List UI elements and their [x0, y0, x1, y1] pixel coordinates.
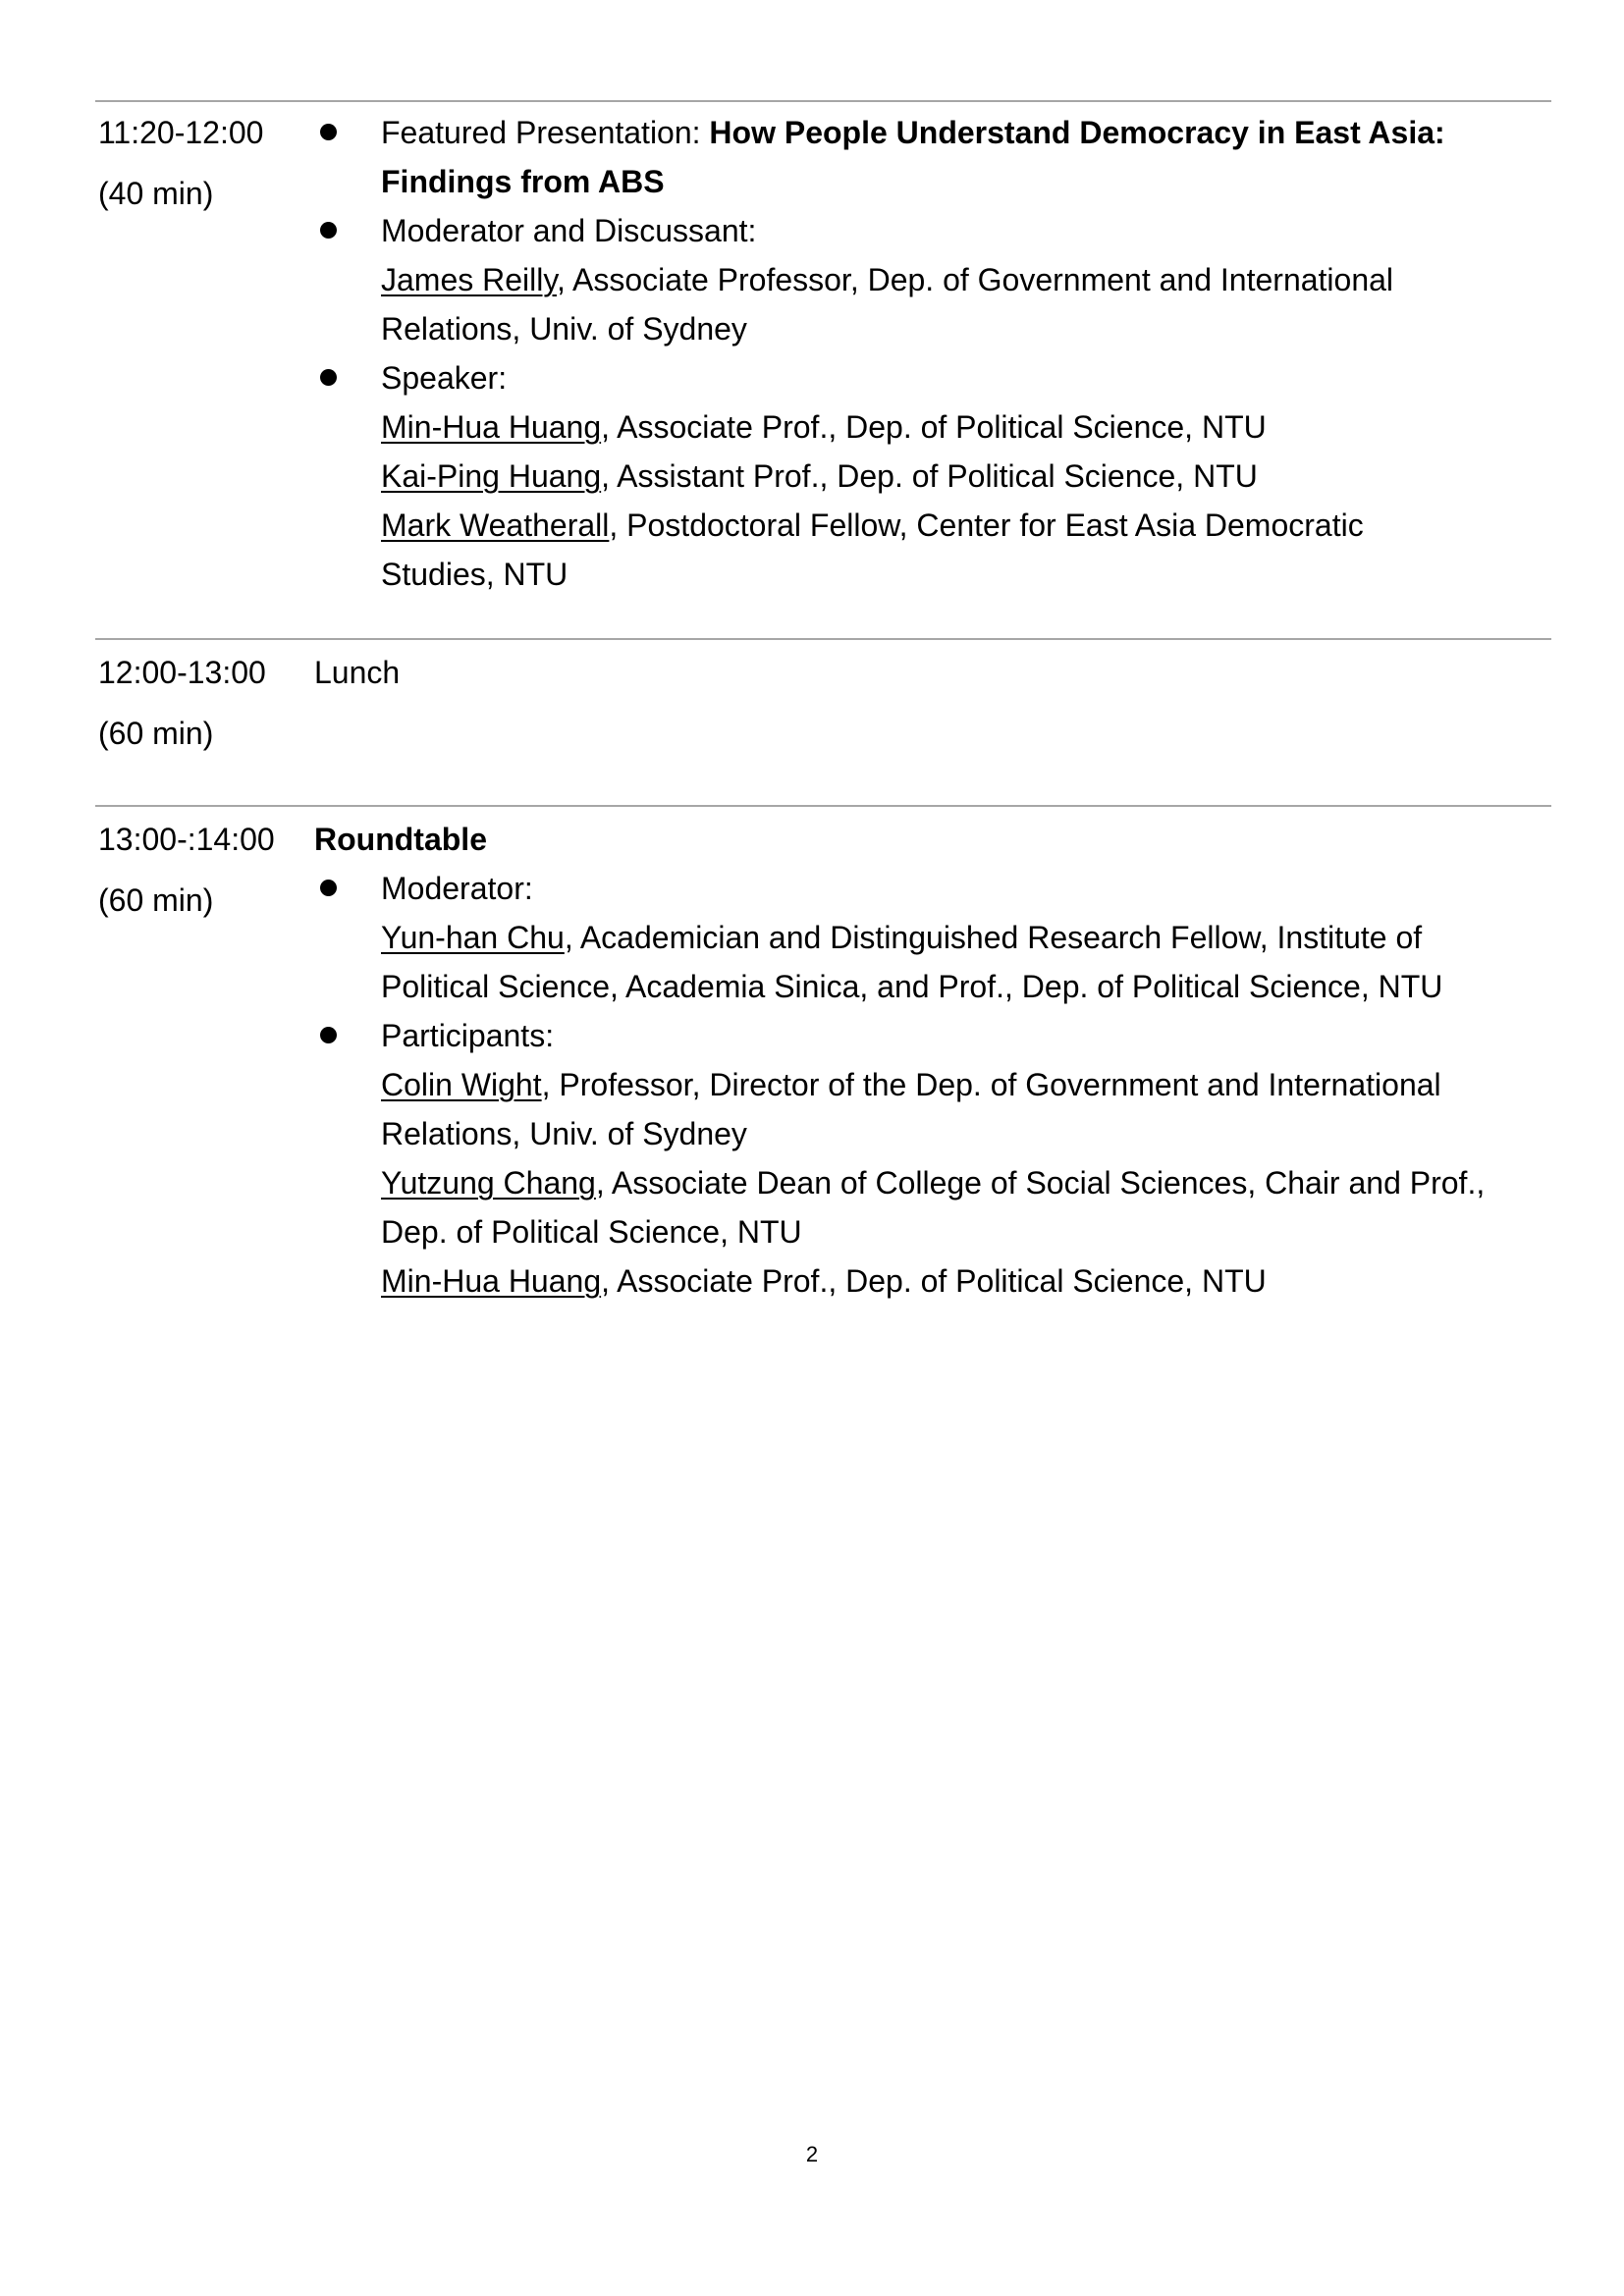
person-name: Min-Hua Huang	[381, 1263, 602, 1299]
bullet-item	[314, 864, 1553, 1011]
person-entry	[381, 255, 1553, 304]
page-number: 2	[805, 2142, 819, 2166]
bullet-icon	[320, 880, 337, 896]
bullet-item	[314, 206, 1553, 353]
person-entry	[381, 501, 1553, 550]
bullet-item	[314, 108, 1553, 206]
person-entry	[381, 452, 1553, 501]
person-name: Yutzung Chang	[381, 1165, 596, 1201]
person-name: Kai-Ping Huang	[381, 458, 602, 494]
session-heading: Roundtable	[314, 822, 487, 857]
person-name: Yun-han Chu	[381, 920, 565, 955]
session-time: 12:00-13:00	[98, 655, 266, 690]
person-affiliation: , Associate Professor, Dep. of Government and International	[557, 262, 1394, 297]
bullet-item	[314, 353, 1553, 599]
role-label: Moderator:	[381, 871, 533, 906]
session-time: 11:20-12:00	[98, 115, 264, 150]
presentation-title-continued: Findings from ABS	[381, 164, 665, 199]
person-entry	[381, 1158, 1553, 1207]
person-affiliation-continued: Political Science, Academia Sinica, and Prof., Dep. of Political Science, NTU	[381, 969, 1443, 1004]
person-affiliation: , Assistant Prof., Dep. of Political Science, NTU	[601, 458, 1258, 494]
person-entry	[381, 1060, 1553, 1109]
presentation-line	[381, 108, 1553, 157]
person-affiliation: , Associate Prof., Dep. of Political Science, NTU	[601, 1263, 1267, 1299]
person-name: Colin Wight	[381, 1067, 542, 1102]
person-affiliation: , Professor, Director of the Dep. of Government and International	[541, 1067, 1441, 1102]
row-divider-rule	[95, 805, 1551, 807]
person-affiliation-continued: Studies, NTU	[381, 557, 568, 592]
session-content	[314, 108, 1553, 599]
person-name: James Reilly	[381, 262, 557, 297]
presentation-title: How People Understand Democracy in East Asia:	[709, 115, 1445, 150]
person-affiliation: , Associate Dean of College of Social Sciences, Chair and Prof.,	[595, 1165, 1486, 1201]
person-entry	[381, 913, 1553, 962]
bullet-icon	[320, 369, 337, 386]
person-affiliation: , Associate Prof., Dep. of Political Science, NTU	[601, 409, 1267, 445]
person-entry	[381, 402, 1553, 452]
bullet-item	[314, 1011, 1553, 1306]
session-heading: Lunch	[314, 655, 401, 690]
person-affiliation-continued: Relations, Univ. of Sydney	[381, 1116, 747, 1151]
session-time-cell	[98, 102, 304, 224]
person-name: Mark Weatherall	[381, 507, 610, 543]
session-content	[314, 648, 1553, 697]
presentation-label: Featured Presentation:	[381, 115, 701, 150]
role-label: Speaker:	[381, 360, 508, 396]
person-name: Min-Hua Huang	[381, 409, 602, 445]
session-duration: (40 min)	[98, 176, 214, 211]
row-divider-rule	[95, 638, 1551, 640]
person-affiliation: , Academician and Distinguished Research Fellow, Institute of	[564, 920, 1423, 955]
session-time: 13:00-:14:00	[98, 822, 275, 857]
table-top-rule	[95, 100, 1551, 102]
session-duration: (60 min)	[98, 882, 214, 918]
person-affiliation: , Postdoctoral Fellow, Center for East Asia Democratic	[609, 507, 1364, 543]
session-duration: (60 min)	[98, 716, 214, 751]
session-time-cell	[98, 642, 304, 764]
person-affiliation-continued: Dep. of Political Science, NTU	[381, 1214, 802, 1250]
bullet-icon	[320, 1027, 337, 1043]
session-content	[314, 815, 1553, 1306]
bullet-icon	[320, 124, 337, 140]
role-label: Moderator and Discussant:	[381, 213, 757, 248]
session-time-cell	[98, 809, 304, 931]
person-entry	[381, 1256, 1553, 1306]
role-label: Participants:	[381, 1018, 555, 1053]
bullet-icon	[320, 222, 337, 239]
person-affiliation-continued: Relations, Univ. of Sydney	[381, 311, 747, 347]
